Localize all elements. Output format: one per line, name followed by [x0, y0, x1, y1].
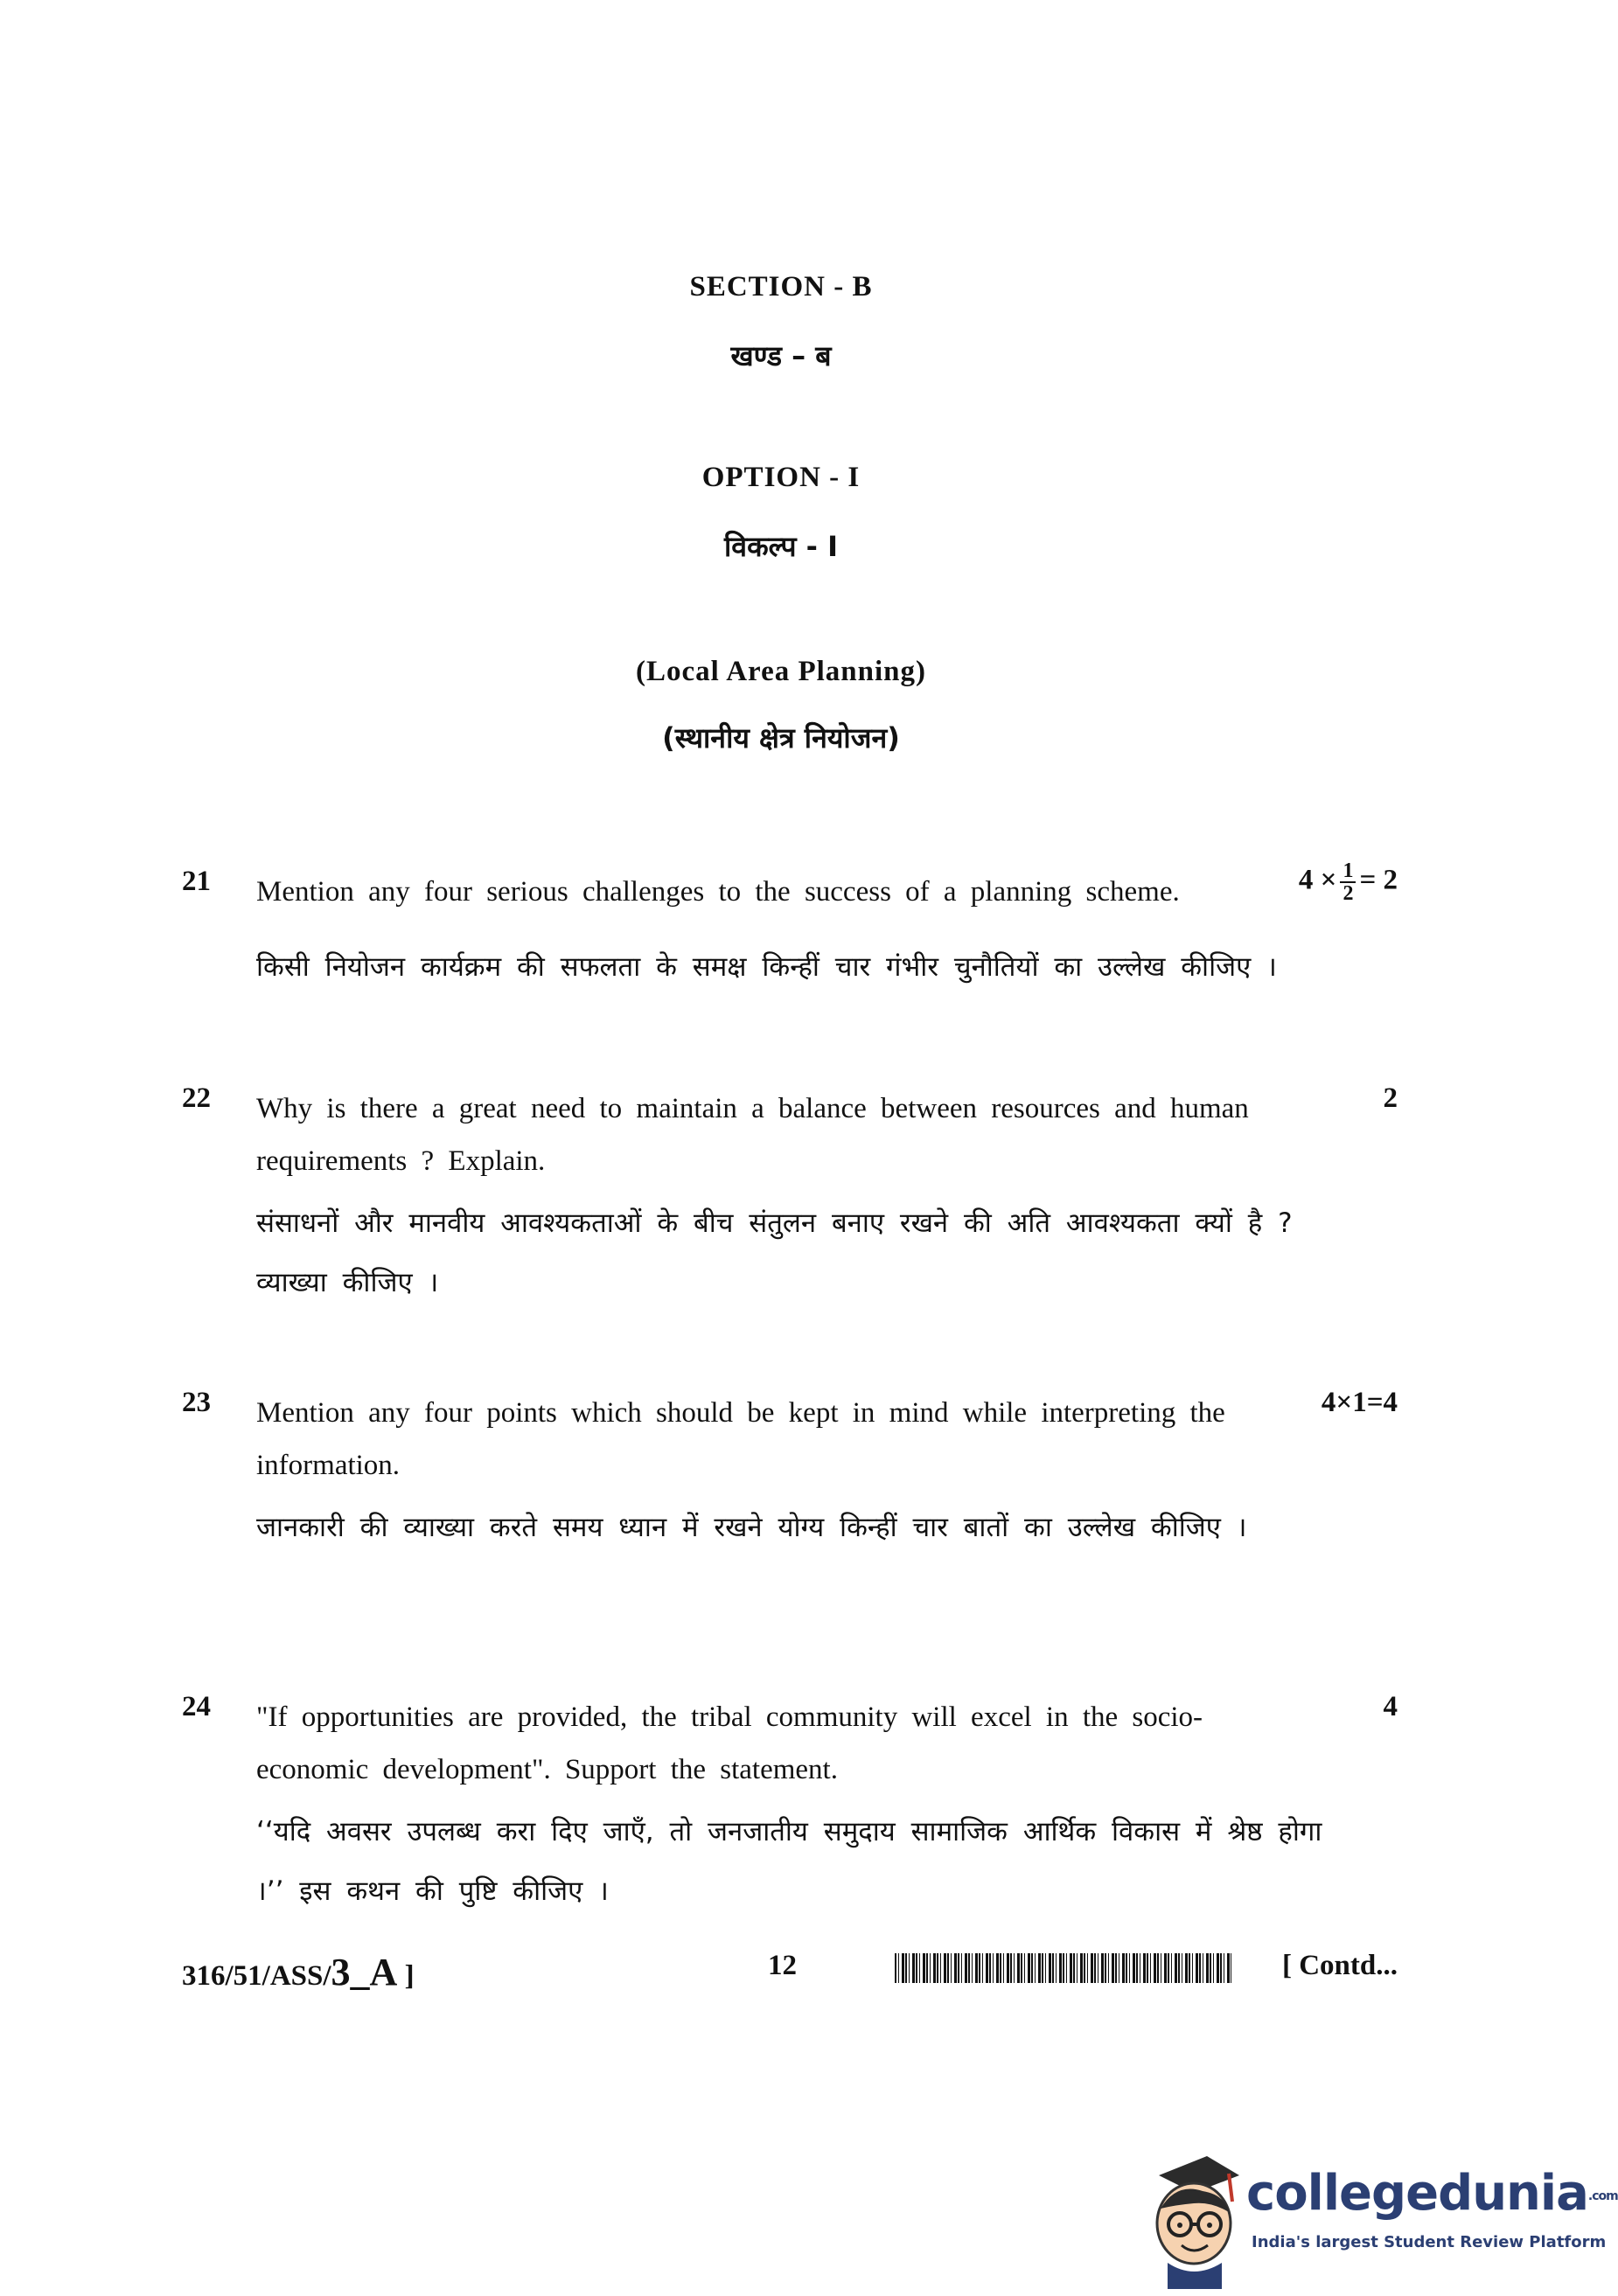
question-marks: 2 [1383, 1082, 1398, 1114]
marks-suffix: = 2 [1359, 864, 1398, 896]
question-text-english: Why is there a great need to maintain a balance between resources and human requirements ? Explain. [256, 1093, 1249, 1177]
option-heading-hindi: विकल्प - I [723, 530, 839, 563]
logo-com-text: .com [1587, 2188, 1618, 2203]
logo-wordmark [1246, 2165, 1618, 2222]
option-heading: OPTION - I [701, 462, 861, 493]
question-21 [182, 859, 1398, 997]
paper-code [182, 1950, 415, 1994]
section-heading: SECTION - B [689, 271, 873, 303]
paper-code-set: 3_A [331, 1951, 398, 1993]
question-number: 22 [182, 1082, 211, 1114]
page-footer [182, 1950, 1398, 1993]
paper-code-prefix: 316/51/ASS/ [182, 1960, 331, 1992]
question-marks [1299, 860, 1398, 904]
question-text-hindi: किसी नियोजन कार्यक्रम की सफलता के समक्ष किन्हीं चार गंभीर चुनौतियों का उल्लेख कीजिए । [256, 951, 1277, 983]
question-text-english: Mention any four points which should be kept in mind while interpreting the information. [256, 1397, 1225, 1481]
question-number: 24 [182, 1691, 211, 1722]
question-text-english: "If opportunities are provided, the tribal community will excel in the socio-economic development". Support the statement. [256, 1701, 1203, 1785]
question-number: 21 [182, 866, 211, 897]
continued-label: [ Contd... [1281, 1950, 1398, 1981]
question-text-hindi: जानकारी की व्याख्या करते समय ध्यान में रखने योग्य किन्हीं चार बातों का उल्लेख कीजिए । [256, 1512, 1247, 1543]
topic-heading: (Local Area Planning) [635, 656, 927, 687]
question-text-hindi: संसाधनों और मानवीय आवश्यकताओं के बीच संतुलन बनाए रखने की अति आवश्यकता क्यों है ? व्याख्या कीजिए । [256, 1207, 1293, 1298]
logo-tagline: India's largest Student Review Platform [1252, 2233, 1607, 2251]
paper-code-suffix: ] [397, 1960, 415, 1992]
fraction-numerator: 1 [1340, 860, 1356, 883]
question-24 [182, 1691, 1398, 1918]
question-23 [182, 1387, 1398, 1605]
barcode-image [895, 1953, 1231, 1983]
question-22 [182, 1082, 1398, 1301]
page-number: 12 [768, 1950, 797, 1981]
marks-prefix: 4 × [1298, 864, 1337, 896]
student-mascot-icon [1141, 2140, 1246, 2289]
logo-name-text: collegedunia [1246, 2165, 1588, 2222]
marks-fraction [1340, 860, 1356, 904]
question-text-english: Mention any four serious challenges to the success of a planning scheme. [256, 876, 1180, 908]
question-marks: 4 [1383, 1691, 1398, 1722]
question-text-hindi: ‘‘यदि अवसर उपलब्ध करा दिए जाएँ, तो जनजातीय समुदाय सामाजिक आर्थिक विकास में श्रेष्ठ होगा ।’’ इस कथन की पुष्टि कीजिए । [256, 1816, 1322, 1907]
section-heading-hindi: खण्ड – ब [730, 339, 832, 372]
question-number: 23 [182, 1387, 211, 1418]
topic-heading-hindi: (स्थानीय क्षेत्र नियोजन) [662, 721, 900, 755]
question-marks: 4×1=4 [1321, 1387, 1398, 1418]
fraction-denominator: 2 [1343, 882, 1354, 905]
collegedunia-logo [1141, 2140, 1618, 2289]
